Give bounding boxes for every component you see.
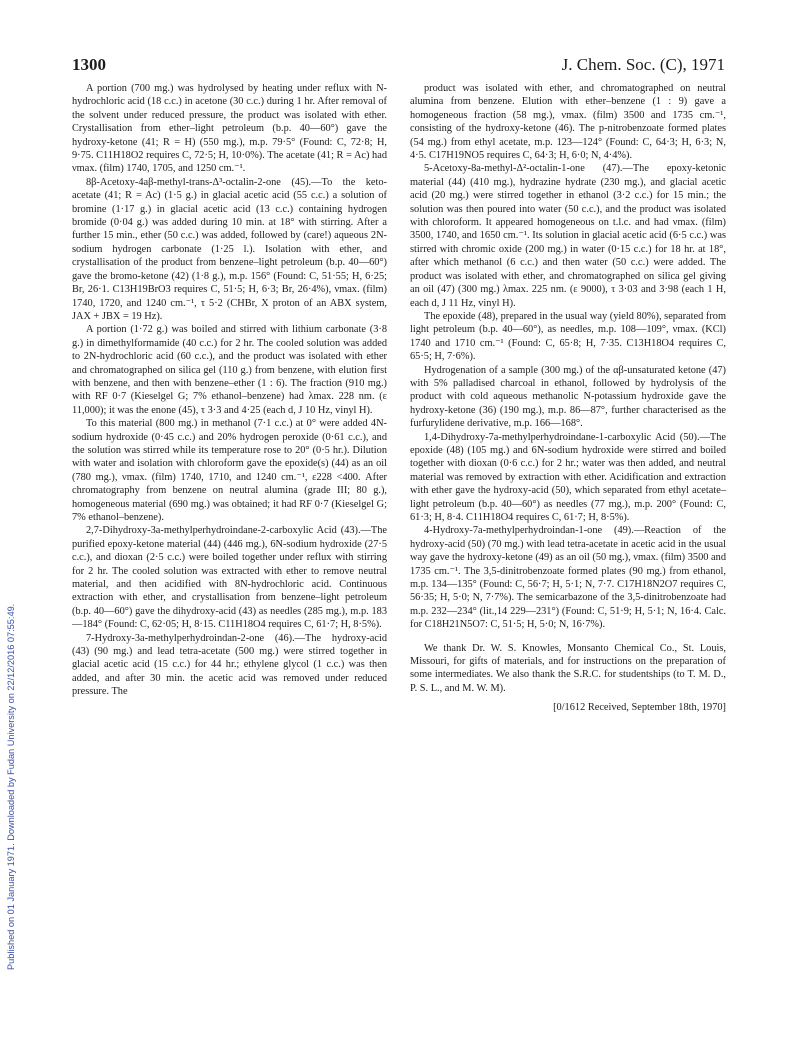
paragraph: A portion (700 mg.) was hydrolysed by heating under reflux with N-hydrochloric acid (18 c.c.) in acetone (30 c.c.) during 1 hr. After removal of the solvent under reduced pressure, the product was isolated with ether. Crystallisation from ether–light petroleum (b.p. 40—60°) gave the hydroxy-ketone (41; R = H) (550 mg.), m.p. 79·5° (Found: C, 72·8; H, 9·75. C11H18O2 requires C, 72·5; H, 10·0%). The acetate (41; R = Ac) had νmax. (film) 1740, 1705, and 1250 cm.⁻¹. [72,83,387,175]
paragraph: 2,7-Dihydroxy-3a-methylperhydroindane-2-carboxylic Acid (43).—The purified epoxy-ketone material (44) (446 mg.), 6N-sodium hydroxide (27·5 c.c.), and dioxan (2·5 c.c.) were boiled together under reflux with stirring for 2 hr. The cooled solution was extracted with ether to remove neutral material, and then acidified with 8N-hydrochloric acid. Continuous extraction with ether, and crystallisation from benzene–light petroleum (b.p. 40—60°) gave the dihydroxy-acid (43) as needles (285 mg.), m.p. 183—184° (Found: C, 62·05; H, 8·15. C11H18O4 requires C, 61·7; H, 8·5%). [72,525,387,631]
journal-header: J. Chem. Soc. (C), 1971 [561,55,725,74]
left-column [72,82,387,699]
paragraph: Hydrogenation of a sample (300 mg.) of the αβ-unsaturated ketone (47) with 5% palladised charcoal in ethanol, followed by hydrolysis of the product with cold aqueous methanolic N-potassium hydroxide gave the hydroxy-ketone (36) (190 mg.), m.p. 86—87°, further characterised as the furfurylidene derivative, m.p. 166—168°. [410,364,726,430]
paragraph: To this material (800 mg.) in methanol (7·1 c.c.) at 0° were added 4N-sodium hydroxide (0·45 c.c.) and 20% hydrogen peroxide (0·61 c.c.), and the solution was stirred while its temperature rose to 20° (0·5 hr.). Dilution with water and isolation with chloroform gave the epoxide(s) (44) as an oil (780 mg.), νmax. (film) 1740, 1710, and 1240 cm.⁻¹, ε228 <400. After chromatography from benzene on neutral alumina (grade III; 80 g.), homogeneous material (690 mg.) was obtained; it had RF 0·7 (Kieselgel G; 7% ethanol–benzene). [72,418,387,523]
paragraph: 5-Acetoxy-8a-methyl-Δ²-octalin-1-one (47).—The epoxy-ketonic material (44) (410 mg.), hydrazine hydrate (230 mg.), and glacial acetic acid (20 mg.) were stirred together in ethanol (3·2 c.c.) for 15 min.; the solution was then poured into water (50 c.c.), and the product was isolated with chloroform. It appeared homogeneous on t.l.c. and had νmax. (film) 3500, 1740, and 1650 cm.⁻¹. Its solution in glacial acetic acid (6·5 c.c.) was stirred with chromic oxide (200 mg.) in water (0·15 c.c.) for 18 hr. at 18°, after which methanol (6 c.c.) and then water (50 c.c.) were added. The product was isolated with ether, and chromatographed on silica gel giving an oil (47) (300 mg.) λmax. 225 nm. (ε 9000), τ 3·03 and 3·98 (each 1 H, each d, J 11 Hz, vinyl H). [410,163,726,309]
paragraph: The epoxide (48), prepared in the usual way (yield 80%), separated from light petroleum (b.p. 40—60°), as needles, m.p. 108—109°, νmax. (KCl) 1740 and 1710 cm.⁻¹ (Found: C, 65·8; H, 7·35. C13H18O4 requires C, 65·5; H, 7·6%). [410,310,726,363]
acknowledgements: We thank Dr. W. S. Knowles, Monsanto Chemical Co., St. Louis, Missouri, for gifts of materials, and for instructions on the preparation of some intermediates. We also thank the S.R.C. for studentships (to T. M. D., P. S. L., and M. W. M). [410,642,726,694]
paragraph: 1,4-Dihydroxy-7a-methylperhydroindane-1-carboxylic Acid (50).—The epoxide (48) (105 mg.) and 6N-sodium hydroxide were stirred and boiled together with dioxan (0·6 c.c.) for 2 hr.; water was then added, and neutral material was removed by extraction with ether. Acidification and extraction with ether gave the hydroxy-acid (50), which separated from ethyl acetate–light petroleum (b.p. 40—60°) as needles (77 mg.), m.p. 200° (Found: C, 61·3; H, 8·4. C11H18O4 requires C, 61·7; H, 8·5%). [410,431,726,523]
page-number: 1300 [72,55,106,74]
paragraph: 8β-Acetoxy-4aβ-methyl-trans-Δ³-octalin-2-one (45).—To the keto-acetate (41; R = Ac) (1·5 g.) in glacial acetic acid (55 c.c.) a solution of bromine (1·17 g.) in glacial acetic acid (13 c.c.) containing hydrogen bromide (0·04 g.) was added during 10 min. at 18° with stirring. After a further 15 min., ether (50 c.c.) was added, followed by (care!) aqueous 2N-sodium hydrogen carbonate (1·25 l.). Isolation with ether, and crystallisation of the product from benzene–light petroleum (b.p. 40—60°) gave the bromo-ketone (42) (1·8 g.), m.p. 156° (Found: C, 51·55; H, 6·25; Br, 26·1. C13H19BrO3 requires C, 51·5; H, 6·3; Br, 26·4%), νmax. (film) 1740, 1720, and 1240 cm.⁻¹, τ 5·2 (CHBr, X proton of an ABX system, JAX + JBX = 19 Hz). [72,176,387,322]
paragraph: 7-Hydroxy-3a-methylperhydroindan-2-one (46).—The hydroxy-acid (43) (90 mg.) and lead tetra-acetate (500 mg.) were stirred together in glacial acetic acid (15 c.c.) for 44 hr.; ethylene glycol (1 c.c.) was then added, and after 30 min. the acetic acid was removed under reduced pressure. The [72,632,387,698]
right-column [410,82,726,715]
download-watermark: Published on 01 January 1971. Downloaded by Fudan University on 22/12/2016 07:55:49. [6,603,16,970]
received-date: [0/1612 Received, September 18th, 1970] [553,702,726,714]
paragraph: product was isolated with ether, and chromatographed on neutral alumina from benzene. Elution with ether–benzene (1 : 9) gave a homogeneous fraction (58 mg.), νmax. (film) 3500 and 1735 cm.⁻¹, consisting of the hydroxy-ketone (46). The p-nitrobenzoate formed plates (54 mg.) from ethyl acetate, m.p. 123—124° (Found: C, 64·3; H, 6·3; N, 4·5. C17H19NO5 requires C, 64·3; H, 6·0; N, 4·4%). [410,83,726,162]
paragraph: A portion (1·72 g.) was boiled and stirred with lithium carbonate (3·8 g.) in dimethylformamide (40 c.c.) for 2 hr. The cooled solution was added to 2N-hydrochloric acid (60 c.c.), and the product was isolated with ether and chromatographed on silica gel (110 g.) from benzene, with elution first with benzene, and then with benzene–ether (1 : 6). The fraction (910 mg.) with RF 0·7 (Kieselgel G; 7% ethanol–benzene) had λmax. 228 nm. (ε 11,000); it was the enone (45), τ 3·3 and 4·25 (each d, J 10 Hz, vinyl H). [72,324,387,416]
paragraph: 4-Hydroxy-7a-methylperhydroindan-1-one (49).—Reaction of the hydroxy-acid (50) (70 mg.) with lead tetra-acetate in acetic acid in the usual way gave the hydroxy-ketone (49) as an oil (50 mg.), νmax. (film) 3500 and 1735 cm.⁻¹. The 3,5-dinitrobenzoate formed plates (90 mg.) from ethanol, m.p. 134—135° (Found: C, 56·7; H, 5·1; N, 7·7. C17H18N2O7 requires C, 56·35; H, 5·0; N, 7·7%). The semicarbazone of the 3,5-dinitrobenzoate had m.p. 232—234° (lit.,14 229—231°) (Found: C, 51·9; H, 5·1; N, 16·4. Calc. for C18H21N5O7: C, 51·5; H, 5·0; N, 16·7%). [410,525,726,631]
